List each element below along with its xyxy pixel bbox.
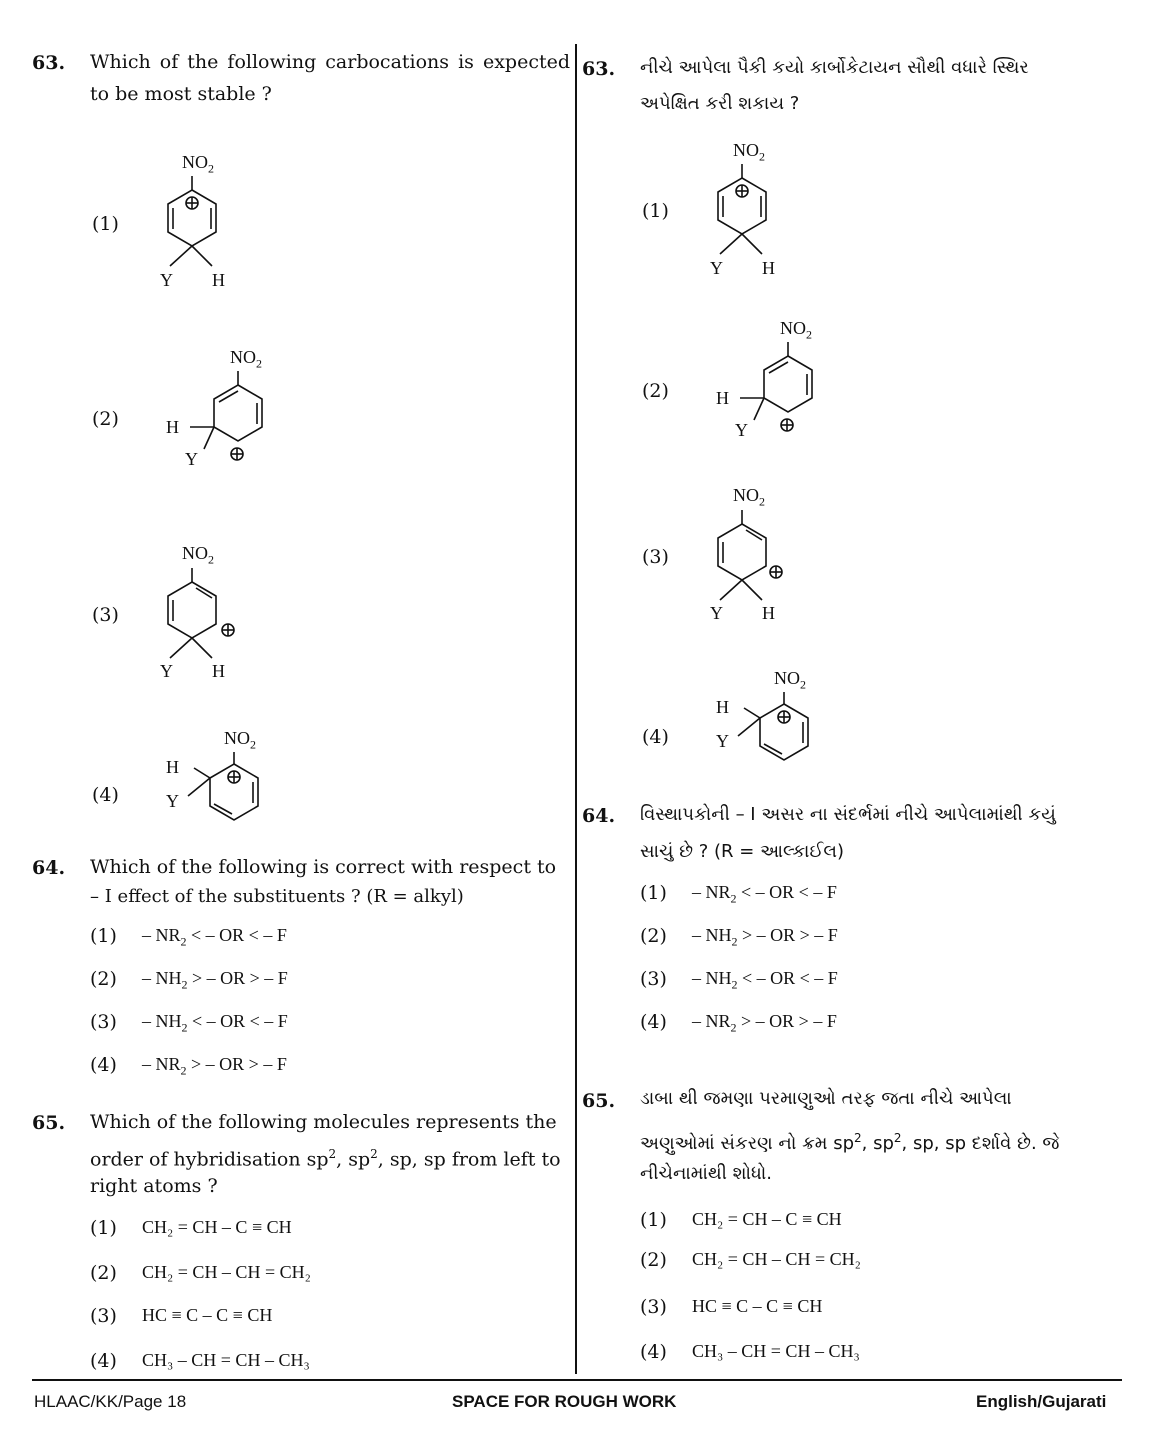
option-number: (3)	[90, 1011, 117, 1033]
no2-label: $NO_2$	[733, 140, 765, 164]
option-formula: – $NR_2$ > – OR > – F	[692, 1011, 837, 1035]
question-number: 64.	[32, 857, 66, 879]
option-number: (4)	[640, 1341, 667, 1363]
y-label: Y	[160, 661, 173, 681]
y-label: Y	[710, 603, 723, 623]
option-number: (2)	[640, 925, 667, 947]
option-number: (2)	[90, 968, 117, 990]
option-formula: CH₂ = CH – CH = CH₂	[692, 1249, 861, 1269]
question-number: 65.	[582, 1090, 616, 1112]
option-number: (3)	[92, 604, 119, 626]
no2-label: $NO_2$	[780, 318, 812, 342]
option-formula: HC ≡ C – C ≡ CH	[692, 1296, 823, 1316]
y-label: Y	[716, 731, 729, 751]
y-label: Y	[710, 258, 723, 278]
option-formula: – $NR_2$ < – OR < – F	[142, 925, 287, 949]
option-formula: – $NH_2$ > – OR > – F	[142, 968, 288, 992]
question-number: 65.	[32, 1112, 66, 1134]
option-number: (1)	[90, 1217, 117, 1239]
no2-label: $NO_2$	[224, 728, 256, 752]
option-formula: – $NH_2$ < – OR < – F	[142, 1011, 288, 1035]
option-number: (3)	[90, 1305, 117, 1327]
option-number: (2)	[90, 1262, 117, 1284]
option-formula: CH₂ = CH – CH = CH₂	[142, 1262, 311, 1282]
option-number: (4)	[90, 1054, 117, 1076]
question-number: 64.	[582, 805, 616, 827]
ring-structure	[700, 504, 800, 614]
y-label: Y	[185, 449, 198, 469]
no2-label: $NO_2$	[182, 152, 214, 176]
option-number: (4)	[640, 1011, 667, 1033]
option-formula: CH₃ – CH = CH – CH₃	[142, 1350, 310, 1370]
ring-structure	[150, 562, 250, 672]
h-label: H	[212, 661, 225, 681]
option-number: (2)	[642, 380, 669, 402]
question-text-line-2: અણુઓમાં સંકરણ નો ક્રમ $sp^2$, $sp^2$, sp, sp દર્શાવે છે. જે	[640, 1131, 1060, 1154]
y-label: Y	[166, 791, 179, 811]
question-text-line-1: ડાબા થી જમણા પરમાણુઓ તરફ જતા નીચે આપેલા	[640, 1088, 1012, 1109]
ring-structure	[150, 170, 230, 280]
option-formula: – $NH_2$ > – OR > – F	[692, 925, 838, 949]
h-label: H	[716, 388, 729, 408]
option-number: (3)	[640, 1296, 667, 1318]
y-label: Y	[735, 420, 748, 440]
question-text: Which of the following carbocations is expected to be most stable ?	[90, 51, 570, 105]
question-number: 63.	[32, 52, 66, 74]
no2-label: $NO_2$	[182, 543, 214, 567]
question-text-line-2: સાચું છે ? (R = આલ્કાઈલ)	[640, 841, 844, 862]
question-text-line-3: right atoms ?	[90, 1175, 218, 1197]
option-formula: CH₂ = CH – C ≡ CH	[692, 1209, 842, 1229]
question-text-line-2: અપેક્ષિત કરી શકાય ?	[640, 93, 800, 114]
h-label: H	[716, 697, 729, 717]
language-label: English/Gujarati	[976, 1392, 1107, 1411]
h-label: H	[762, 258, 775, 278]
option-number: (1)	[640, 882, 667, 904]
option-number: (4)	[92, 784, 119, 806]
question-text-line-1: Which of the following molecules represents the	[90, 1111, 557, 1133]
option-number: (3)	[642, 546, 669, 568]
y-label: Y	[160, 270, 173, 290]
h-label: H	[762, 603, 775, 623]
rough-work-label: SPACE FOR ROUGH WORK	[452, 1392, 677, 1411]
option-formula: – $NR_2$ < – OR < – F	[692, 882, 837, 906]
option-number: (1)	[640, 1209, 667, 1231]
h-label: H	[166, 757, 179, 777]
question-text-line-2: order of hybridisation $sp^2$, $sp^2$, sp, sp from left to	[90, 1147, 561, 1171]
h-label: H	[166, 417, 179, 437]
option-formula: CH₃ – CH = CH – CH₃	[692, 1341, 860, 1361]
option-number: (1)	[92, 213, 119, 235]
option-number: (1)	[90, 925, 117, 947]
option-number: (2)	[92, 408, 119, 430]
no2-label: $NO_2$	[733, 485, 765, 509]
no2-label: $NO_2$	[774, 668, 806, 692]
option-number: (4)	[642, 726, 669, 748]
option-number: (1)	[642, 200, 669, 222]
option-number: (3)	[640, 968, 667, 990]
page-code: HLAAC/KK/Page 18	[34, 1392, 187, 1411]
question-text-line-1: Which of the following is correct with respect to	[90, 856, 557, 878]
option-formula: HC ≡ C – C ≡ CH	[142, 1305, 273, 1325]
option-formula: – $NR_2$ > – OR > – F	[142, 1054, 287, 1078]
option-number: (2)	[640, 1249, 667, 1271]
option-number: (4)	[90, 1350, 117, 1372]
question-text-line-2: – I effect of the substituents ? (R = alkyl)	[90, 886, 464, 907]
question-text-line-3: નીચેનામાંથી શોધો.	[640, 1163, 772, 1184]
question-text-line-1: નીચે આપેલા પૈકી કયો કાર્બોકેટાયન સૌથી વધારે સ્થિર	[640, 57, 1029, 78]
column-divider	[575, 44, 577, 1374]
footer-rule	[32, 1379, 1122, 1381]
option-formula: – $NH_2$ < – OR < – F	[692, 968, 838, 992]
h-label: H	[212, 270, 225, 290]
option-formula: CH₂ = CH – C ≡ CH	[142, 1217, 292, 1237]
ring-structure	[700, 158, 780, 268]
question-text-line-1: વિસ્થાપકોની – I અસર ના સંદર્ભમાં નીચે આપેલામાંથી કયું	[640, 804, 1056, 825]
question-number: 63.	[582, 58, 616, 80]
no2-label: $NO_2$	[230, 347, 262, 371]
